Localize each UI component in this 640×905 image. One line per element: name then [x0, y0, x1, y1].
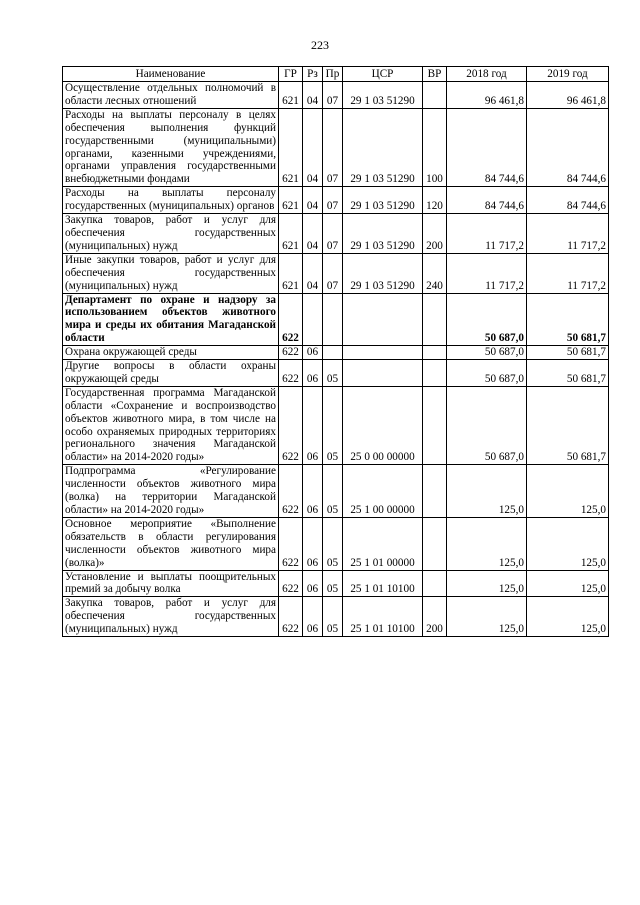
cell-pr: 05 [323, 570, 343, 597]
cell-2019: 125,0 [527, 465, 609, 518]
cell-2018: 50 687,0 [447, 360, 527, 387]
cell-csr: 29 1 03 51290 [343, 108, 423, 186]
cell-gr: 622 [279, 360, 303, 387]
cell-pr: 05 [323, 517, 343, 570]
cell-name: Государственная программа Магаданской области «Сохранение и воспроизводство объектов животного мира, в том числе на особо охраняемых природных территориях регионального значения Магаданской области» на 2014-2020 годы» [63, 386, 279, 464]
cell-pr [323, 346, 343, 360]
header-vr: ВР [423, 67, 447, 82]
cell-vr [423, 386, 447, 464]
cell-2018: 84 744,6 [447, 108, 527, 186]
cell-gr: 622 [279, 293, 303, 346]
cell-csr: 25 1 00 00000 [343, 465, 423, 518]
cell-vr: 200 [423, 214, 447, 254]
cell-name: Департамент по охране и надзору за использованием объектов животного мира и среды их обитания Магаданской области [63, 293, 279, 346]
cell-rz: 04 [303, 253, 323, 293]
cell-rz: 04 [303, 108, 323, 186]
cell-gr: 621 [279, 82, 303, 109]
table-header-row [63, 67, 609, 82]
cell-vr [423, 346, 447, 360]
cell-rz: 06 [303, 346, 323, 360]
cell-pr: 07 [323, 214, 343, 254]
cell-vr [423, 465, 447, 518]
cell-2018: 11 717,2 [447, 253, 527, 293]
cell-rz: 06 [303, 360, 323, 387]
cell-vr: 100 [423, 108, 447, 186]
table-row [63, 597, 609, 637]
cell-vr [423, 360, 447, 387]
cell-name: Закупка товаров, работ и услуг для обеспечения государственных (муниципальных) нужд [63, 214, 279, 254]
cell-csr: 29 1 03 51290 [343, 82, 423, 109]
cell-2019: 50 681,7 [527, 360, 609, 387]
cell-csr [343, 360, 423, 387]
cell-2019: 11 717,2 [527, 214, 609, 254]
cell-pr: 07 [323, 82, 343, 109]
cell-csr [343, 346, 423, 360]
cell-rz: 04 [303, 82, 323, 109]
table-row [63, 293, 609, 346]
cell-pr: 07 [323, 108, 343, 186]
cell-2019: 50 681,7 [527, 293, 609, 346]
cell-rz: 06 [303, 386, 323, 464]
cell-gr: 621 [279, 187, 303, 214]
cell-name: Другие вопросы в области охраны окружающей среды [63, 360, 279, 387]
cell-pr: 05 [323, 386, 343, 464]
header-name: Наименование [63, 67, 279, 82]
cell-vr [423, 82, 447, 109]
cell-name: Установление и выплаты поощрительных премий за добычу волка [63, 570, 279, 597]
cell-name: Иные закупки товаров, работ и услуг для обеспечения государственных (муниципальных) нужд [63, 253, 279, 293]
cell-2018: 96 461,8 [447, 82, 527, 109]
table-row [63, 82, 609, 109]
cell-vr: 200 [423, 597, 447, 637]
cell-2019: 11 717,2 [527, 253, 609, 293]
cell-2019: 84 744,6 [527, 108, 609, 186]
cell-pr: 05 [323, 597, 343, 637]
cell-2018: 11 717,2 [447, 214, 527, 254]
table-row [63, 517, 609, 570]
cell-vr: 120 [423, 187, 447, 214]
cell-2018: 125,0 [447, 465, 527, 518]
cell-csr [343, 293, 423, 346]
header-pr: Пр [323, 67, 343, 82]
header-csr: ЦСР [343, 67, 423, 82]
cell-vr [423, 293, 447, 346]
table-row [63, 465, 609, 518]
cell-csr: 25 1 01 10100 [343, 570, 423, 597]
cell-vr [423, 570, 447, 597]
cell-vr [423, 517, 447, 570]
cell-csr: 25 1 01 10100 [343, 597, 423, 637]
cell-gr: 622 [279, 517, 303, 570]
cell-pr: 05 [323, 360, 343, 387]
header-2019: 2019 год [527, 67, 609, 82]
cell-2018: 125,0 [447, 597, 527, 637]
cell-gr: 622 [279, 597, 303, 637]
table-body [63, 82, 609, 637]
cell-rz: 06 [303, 465, 323, 518]
cell-name: Расходы на выплаты персоналу государственных (муниципальных) органов [63, 187, 279, 214]
budget-table [62, 66, 609, 637]
table-row [63, 187, 609, 214]
cell-gr: 622 [279, 346, 303, 360]
cell-gr: 621 [279, 253, 303, 293]
cell-gr: 622 [279, 386, 303, 464]
cell-2018: 50 687,0 [447, 386, 527, 464]
header-gr: ГР [279, 67, 303, 82]
cell-rz: 04 [303, 214, 323, 254]
table-row [63, 360, 609, 387]
cell-csr: 29 1 03 51290 [343, 214, 423, 254]
cell-gr: 621 [279, 108, 303, 186]
cell-2018: 50 687,0 [447, 346, 527, 360]
cell-2019: 125,0 [527, 517, 609, 570]
cell-vr: 240 [423, 253, 447, 293]
cell-2019: 125,0 [527, 597, 609, 637]
cell-gr: 622 [279, 570, 303, 597]
cell-2018: 50 687,0 [447, 293, 527, 346]
header-2018: 2018 год [447, 67, 527, 82]
cell-rz: 06 [303, 570, 323, 597]
cell-name: Осуществление отдельных полномочий в области лесных отношений [63, 82, 279, 109]
cell-2019: 50 681,7 [527, 346, 609, 360]
cell-2019: 84 744,6 [527, 187, 609, 214]
cell-csr: 25 0 00 00000 [343, 386, 423, 464]
cell-pr: 05 [323, 465, 343, 518]
header-rz: Рз [303, 67, 323, 82]
cell-name: Закупка товаров, работ и услуг для обеспечения государственных (муниципальных) нужд [63, 597, 279, 637]
cell-pr: 07 [323, 187, 343, 214]
cell-2019: 50 681,7 [527, 386, 609, 464]
cell-name: Подпрограмма «Регулирование численности объектов животного мира (волка) на территории Магаданской области» на 2014-2020 годы» [63, 465, 279, 518]
cell-name: Расходы на выплаты персоналу в целях обеспечения выполнения функций государственными (муниципальными) органами, казенными учреждениями, органами управления государственными внебюджетными фондами [63, 108, 279, 186]
cell-pr [323, 293, 343, 346]
cell-rz [303, 293, 323, 346]
cell-2018: 84 744,6 [447, 187, 527, 214]
table-row [63, 253, 609, 293]
page-number: 223 [311, 38, 329, 52]
cell-2018: 125,0 [447, 570, 527, 597]
table-row [63, 570, 609, 597]
table-row [63, 346, 609, 360]
cell-pr: 07 [323, 253, 343, 293]
cell-gr: 621 [279, 214, 303, 254]
table-row [63, 108, 609, 186]
table-row [63, 386, 609, 464]
cell-2019: 96 461,8 [527, 82, 609, 109]
cell-2018: 125,0 [447, 517, 527, 570]
cell-csr: 29 1 03 51290 [343, 253, 423, 293]
table-row [63, 214, 609, 254]
cell-rz: 04 [303, 187, 323, 214]
cell-2019: 125,0 [527, 570, 609, 597]
cell-csr: 29 1 03 51290 [343, 187, 423, 214]
cell-csr: 25 1 01 00000 [343, 517, 423, 570]
cell-gr: 622 [279, 465, 303, 518]
cell-name: Охрана окружающей среды [63, 346, 279, 360]
cell-rz: 06 [303, 517, 323, 570]
cell-name: Основное мероприятие «Выполнение обязательств в области регулирования численности объектов животного мира (волка)» [63, 517, 279, 570]
cell-rz: 06 [303, 597, 323, 637]
